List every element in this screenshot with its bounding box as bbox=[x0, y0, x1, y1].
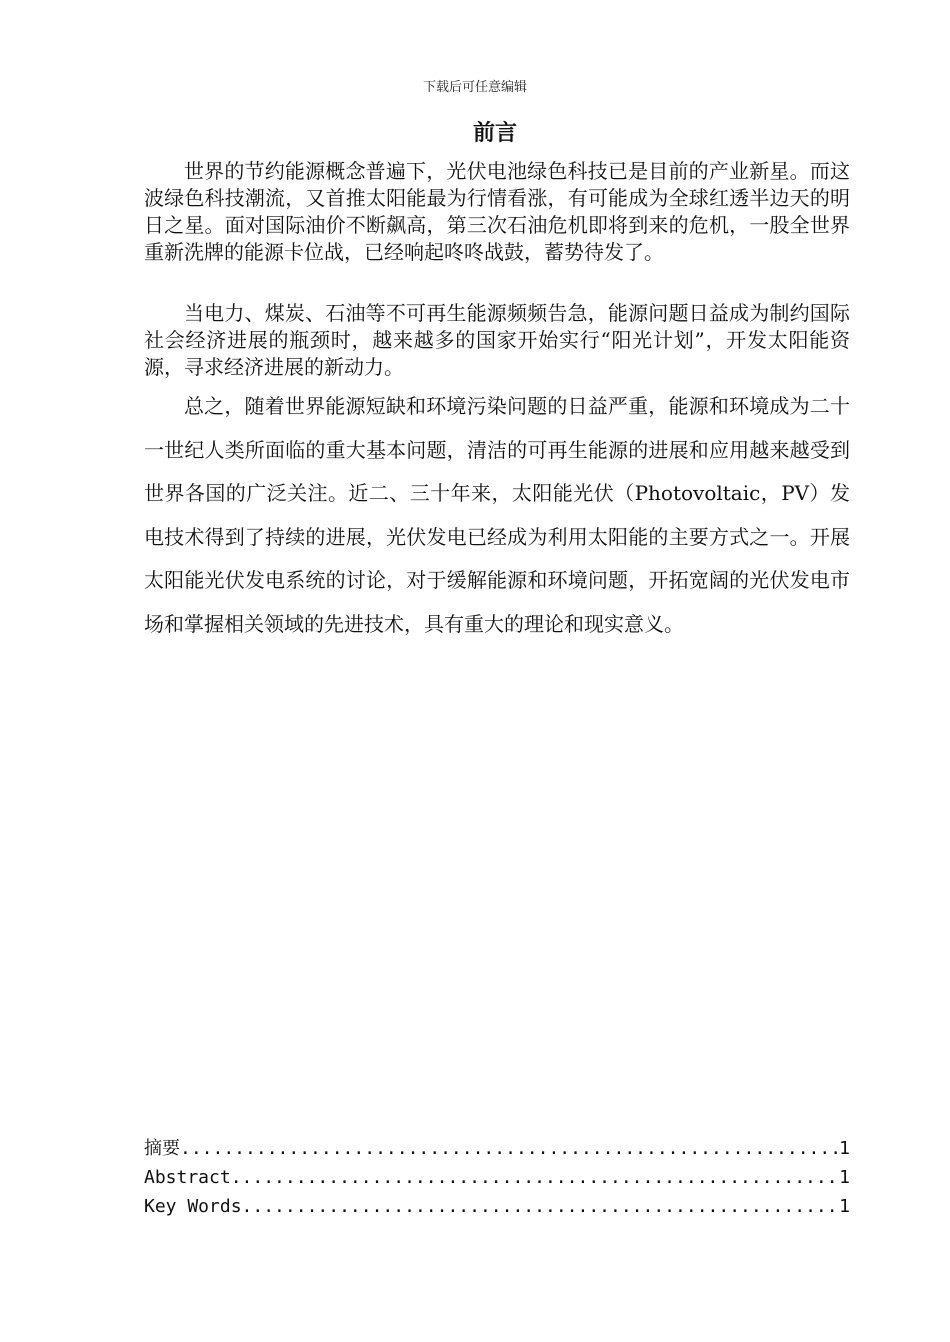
paragraph-2: 当电力、煤炭、石油等不可再生能源频频告急，能源问题日益成为制约国际社会经济进展的瓶颈时，越来越多的国家开始实行“阳光计划”，开发太阳能资源，寻求经济进展的新动力。 bbox=[144, 301, 850, 379]
toc-entry-abstract[interactable] bbox=[144, 1163, 850, 1192]
page-title: 前言 bbox=[472, 121, 517, 146]
toc-entry-label: Key Words bbox=[144, 1196, 242, 1217]
toc-leader-dots bbox=[231, 1163, 839, 1192]
paragraph-1: 世界的节约能源概念普遍下，光伏电池绿色科技已是目前的产业新星。而这波绿色科技潮流，又首推太阳能最为行情看涨，有可能成为全球红透半边天的明日之星。面对国际油价不断飙高，第三次石油危机即将到来的危机，一股全世界重新洗牌的能源卡位战，已经响起咚咚战鼓，蓄势待发了。 bbox=[144, 159, 850, 264]
toc-leader-dots bbox=[242, 1192, 840, 1221]
toc-entry-summary[interactable] bbox=[144, 1134, 850, 1163]
header-note: 下载后可任意编辑 bbox=[422, 80, 527, 95]
toc-page-number: 1 bbox=[839, 1196, 850, 1217]
paragraph-3: 总之，随着世界能源短缺和环境污染问题的日益严重，能源和环境成为二十一世纪人类所面临的重大基本问题，清洁的可再生能源的进展和应用越来越受到世界各国的广泛关注。近二、三十年来，太阳能光伏（Photovoltaic，PV）发电技术得到了持续的进展，光伏发电已经成为利用太阳能的主要方式之一。开展太阳能光伏发电系统的讨论，对于缓解能源和环境问题，开拓宽阔的光伏发电市场和掌握相关领域的先进技术，具有重大的理论和现实意义。 bbox=[144, 394, 850, 636]
toc-entry-label: Abstract bbox=[144, 1167, 231, 1188]
toc-leader-dots bbox=[180, 1134, 839, 1163]
table-of-contents bbox=[144, 1134, 850, 1221]
toc-entry-key-words[interactable] bbox=[144, 1192, 850, 1221]
toc-page-number: 1 bbox=[839, 1167, 850, 1188]
toc-page-number: 1 bbox=[839, 1138, 850, 1159]
toc-entry-label: 摘要 bbox=[144, 1138, 180, 1159]
